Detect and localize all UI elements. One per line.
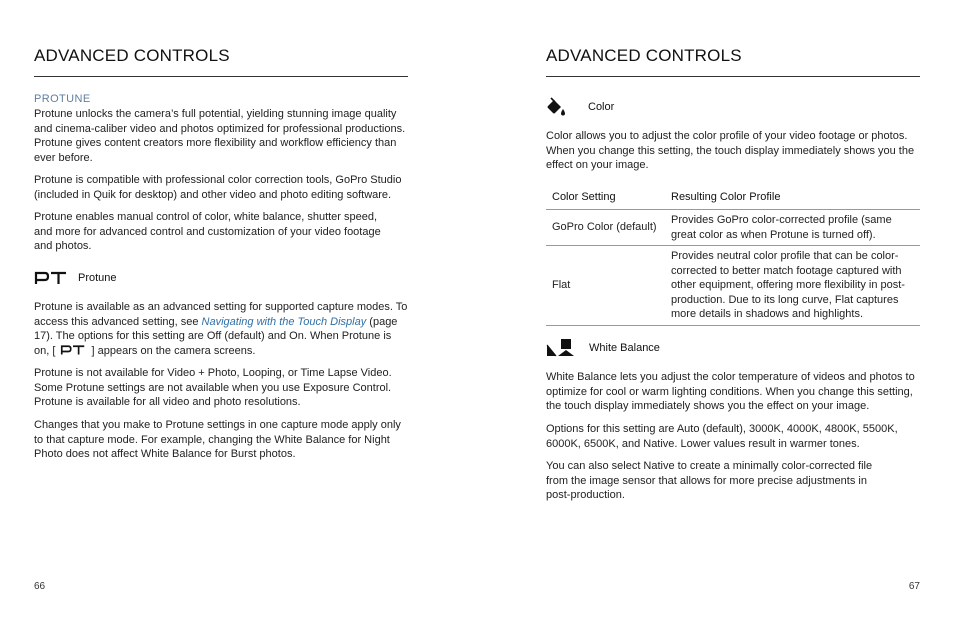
color-setting-label: Color bbox=[588, 101, 615, 113]
white-balance-setting-label: White Balance bbox=[589, 342, 660, 354]
access-text-part2: (page 17). The options for this setting are Off (default) and On. When Protune is on, [ bbox=[34, 315, 398, 357]
table-row bbox=[546, 210, 920, 246]
title-divider bbox=[34, 76, 408, 77]
protune-pt-icon bbox=[34, 270, 68, 286]
access-paragraph bbox=[34, 300, 408, 358]
wb-native-paragraph: You can also select Native to create a minimally color-corrected file from the image sensor that allows for more precise adjustments in post-production. bbox=[546, 460, 873, 501]
intro-paragraph: Protune unlocks the camera’s full potential, yielding stunning image quality and cinema-caliber video and photos optimized for professional productions. Protune gives content creators more flexibility and workflow efficiency than ever before. bbox=[34, 108, 406, 164]
protune-pt-inline-icon bbox=[60, 344, 86, 356]
compatibility-paragraph: Protune is compatible with professional color correction tools, GoPro Studio (included in Quik for desktop) and other video and photo editing software. bbox=[34, 174, 402, 201]
white-balance-setting-heading bbox=[546, 338, 660, 358]
page-number: 66 bbox=[34, 581, 46, 592]
protune-setting-heading bbox=[34, 270, 117, 286]
paint-bucket-icon bbox=[546, 97, 566, 117]
capture-mode-paragraph: Changes that you make to Protune settings in one capture mode apply only to that capture mode. For example, changing the White Balance for Night Photo does not affect White Balance for Burst photos. bbox=[34, 419, 401, 460]
table-header-cell: Resulting Color Profile bbox=[665, 187, 920, 210]
page-number: 67 bbox=[908, 581, 920, 592]
protune-setting-label: Protune bbox=[78, 272, 117, 284]
section-label: PROTUNE bbox=[34, 93, 91, 105]
wb-intro-paragraph: White Balance lets you adjust the color temperature of videos and photos to optimize for cool or warm lighting conditions. When you change this setting, the touch display immediately shows you the effect on your image. bbox=[546, 371, 915, 412]
page-title: ADVANCED CONTROLS bbox=[546, 46, 742, 65]
access-text-part1: Protune is available as an advanced setting for supported capture modes. To access this advanced setting, see bbox=[34, 301, 408, 328]
table-cell: Provides GoPro color-corrected profile (same great color as when Protune is turned off). bbox=[665, 210, 920, 246]
color-settings-table bbox=[546, 187, 920, 326]
color-setting-heading bbox=[546, 97, 614, 117]
table-row bbox=[546, 246, 920, 326]
manual-control-paragraph: Protune enables manual control of color, white balance, shutter speed, and more for advanced control and customization of your video footage and photos. bbox=[34, 211, 381, 252]
touch-display-link[interactable]: Navigating with the Touch Display bbox=[201, 315, 367, 328]
table-cell: Provides neutral color profile that can be color-corrected to better match footage captured with other equipment, offering more flexibility in post-production. Due to its long curve, Flat captures more details in shadows and highlights. bbox=[665, 246, 920, 326]
table-cell: Flat bbox=[546, 246, 665, 326]
access-text-part3: ] appears on the camera screens. bbox=[88, 344, 256, 357]
table-header-cell: Color Setting bbox=[546, 187, 665, 210]
title-divider bbox=[546, 76, 920, 77]
table-cell: GoPro Color (default) bbox=[546, 210, 665, 246]
wb-options-paragraph: Options for this setting are Auto (default), 3000K, 4000K, 4800K, 5500K, 6000K, 6500K, and Native. Lower values result in warmer tones. bbox=[546, 423, 898, 450]
page-title: ADVANCED CONTROLS bbox=[34, 46, 230, 65]
availability-paragraph: Protune is not available for Video + Photo, Looping, or Time Lapse Video. Some Protune settings are not available when you use Exposure Control. Protune is available for all video and photo resolutions. bbox=[34, 367, 392, 408]
white-balance-icon bbox=[546, 338, 574, 358]
table-header-row bbox=[546, 187, 920, 210]
color-paragraph: Color allows you to adjust the color profile of your video footage or photos. When you change this setting, the touch display immediately shows you the effect on your image. bbox=[546, 130, 915, 171]
